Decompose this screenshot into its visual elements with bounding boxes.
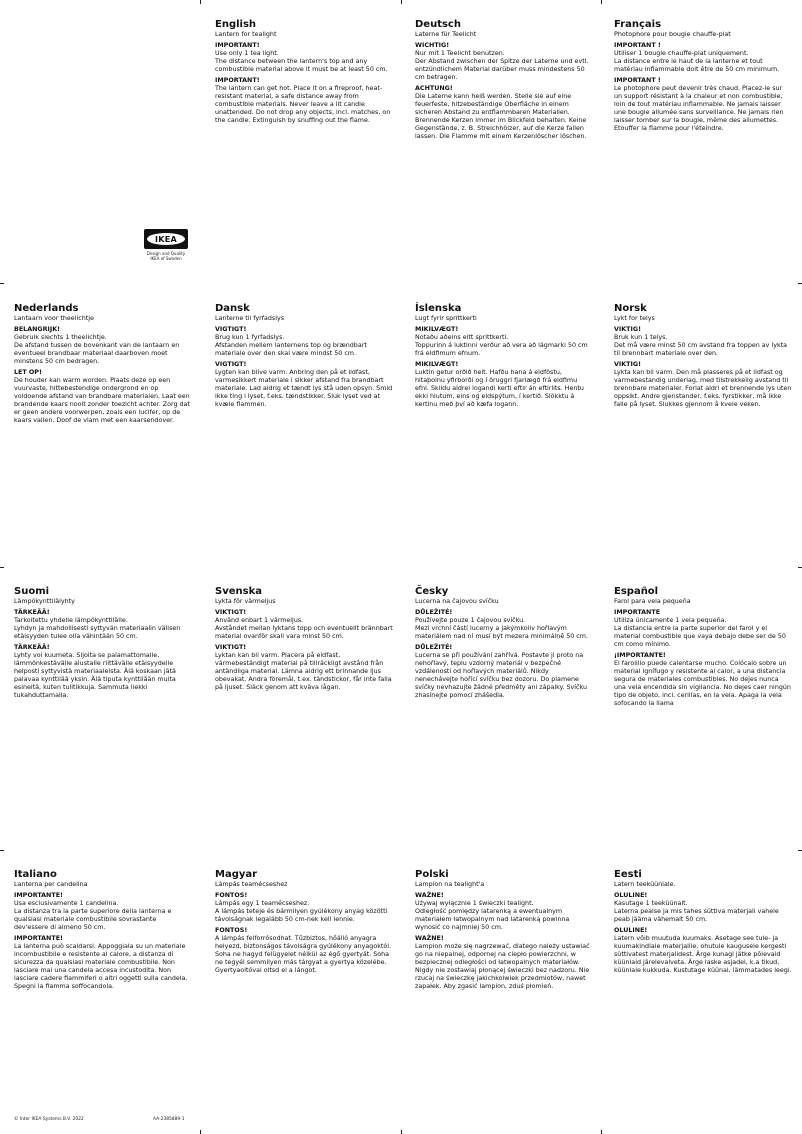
language-heading: Česky (415, 586, 449, 597)
crop-mark (200, 0, 201, 4)
crop-mark (798, 283, 802, 284)
instruction-text: Laterna pealse ja mis tahes süttiva materjali vahele peab jääma vähemalt 50 cm. (614, 908, 779, 923)
crop-mark (0, 283, 4, 284)
product-name: Lanterne til fyrfadslys (215, 315, 285, 322)
warning-heading: WICHTIG! (415, 42, 450, 49)
instruction-text: Používejte pouze 1 čajovou svíčku. (415, 617, 526, 624)
product-name: Lucerna na čajovou svíčku (415, 598, 499, 605)
instruction-text: Odległość pomiędzy latarenką a ewentualnym materiałem łatwopalnym nad latarenką powinna wynosić co najmniej 50 cm. (415, 908, 570, 931)
warning-heading: VIGTIGT! (215, 326, 247, 333)
section-francais (614, 19, 792, 136)
warning-heading: TÄRKEÄÄ! (14, 609, 50, 616)
warning-text: Lampion może się nagrzewać, dlatego należy ustawiać go na niepalnej, odpornej na ciepło powierzchni, w bezpiecznej odległości od łatwopalnych materiałów. Nigdy nie zostawiaj płonącej świeczki bez nadzoru. Nie rzucaj na świeczkę jakichkolwiek przedmiotów, nawet zapałek. Aby zgasić lampion, zduś płomień. (415, 943, 590, 990)
warning-heading: IMPORTANT ! (614, 77, 661, 84)
section-italiano (14, 869, 192, 994)
product-name: Lugt fyrir sprittkerti (415, 315, 477, 322)
instruction-text: Toppurinn á luktinni verður að vera að lágmarki 50 cm frá eldfimum efnum. (415, 342, 588, 357)
language-heading: English (215, 19, 257, 30)
product-name: Lámpás teamécseshez (215, 881, 288, 888)
language-heading: Suomi (14, 586, 50, 597)
section-eesti (614, 869, 792, 978)
instruction-text: The distance between the lantern's top and any combustible material above it must be at least 50 cm. (215, 58, 388, 73)
warning-heading: ACHTUNG! (415, 85, 453, 92)
language-heading: Italiano (14, 869, 57, 880)
instruction-text: Avståndet mellan lyktans topp och eventuellt brännbart material ovanför skall vara minst 50 cm. (215, 625, 393, 640)
warning-heading: FONTOS! (215, 892, 248, 899)
language-heading: Español (614, 586, 659, 597)
section-svenska (215, 586, 393, 695)
crop-mark (0, 567, 4, 568)
instruction-text: Używaj wyłącznie 1 świeczki tealight. (415, 900, 534, 907)
ikea-logo (143, 229, 189, 261)
instruction-text: Utiliza únicamente 1 vela pequeña. (614, 617, 727, 624)
crop-mark (601, 0, 602, 4)
warning-text: Lyktan kan bli varm. Placera på eldfast, värmebeständigt material på tillräckligt avstånd från antändliga material. Lämna aldrig ett brinnande ljus obevakat. Andra föremål, t.ex. tändstickor, får inte falla på ljuset. Släck genom att kväva lågan. (215, 652, 392, 691)
language-heading: Deutsch (415, 19, 461, 30)
product-name: Lampion na tealight'a (415, 881, 485, 888)
warning-text: A lámpás felforrósodhat. Tűzbiztos, hőálló anyagra helyezd, biztonságos távolságra gyúlékony anyagoktól. Soha ne hagyd felügyelet nélkül az égő gyertyát. Soha ne tegyél semmilyen más tárgyat a gyertya közelébe. Gyertyaoltóval oltsd el a lángot. (215, 935, 392, 974)
warning-heading: WAŻNE! (415, 892, 444, 899)
language-heading: Íslenska (415, 303, 462, 314)
product-name: Lämpökynttilälyhty (14, 598, 75, 605)
section-magyar (215, 869, 393, 978)
warning-text: La lanterna può scaldarsi. Appoggiala su un materiale incombustibile e resistente al calore, a distanza di sicurezza da qualsiasi materiale combustibile. Non lasciare mai una candela accesa incustodita. Non lasciare cadere fiammiferi o altri oggetti sulla candela. Spegni la fiamma soffocandola. (14, 943, 188, 990)
instruction-text: A lámpás teteje és bármilyen gyúlékony anyag közötti távolságnak legalább 50 cm-nek kell lennie. (215, 908, 388, 923)
ikea-logo-mark (144, 229, 188, 249)
product-name: Lantaarn voor theelichtje (14, 315, 94, 322)
language-heading: Nederlands (14, 303, 79, 314)
warning-heading: VIKTIGT! (215, 644, 247, 651)
warning-heading: DŮLEŽITÉ! (415, 644, 453, 651)
section-norsk (614, 303, 792, 412)
warning-heading: OLULINE! (614, 892, 648, 899)
crop-mark (401, 0, 402, 4)
product-name: Lanterna per candelina (14, 881, 88, 888)
instruction-text: Lámpás egy 1 teamécseshez. (215, 900, 310, 907)
warning-heading: ¡IMPORTANTE! (614, 652, 666, 659)
product-name: Latern teeküünlale. (614, 881, 676, 888)
warning-text: Lykta kan bli varm. Den må plasseres på et ildfast og varmebestandig underlag, med tilstrekkelig avstand til brennbare materialer. Forlat aldri et brennende lys uten oppsikt. Andre gjenstander, f.eks. fyrstikker, må ikke falle på lyset. Slukkes gjennom å kvele veken. (614, 369, 792, 408)
instruction-text: Notaðu aðeins eitt sprittkerti. (415, 334, 509, 341)
product-name: Farol para vela pequeña (614, 598, 691, 605)
warning-text: Latern võib muutuda kuumaks. Asetage see tule- ja kuumakindlale materjalile, ohutule kaugusele kergesti süttivatest materjalidest. Ärge kunagi jätke põlevaid küünlaid järelevalveta. Ärge laske asjadel, k.a tikud, küünlale kukkuda. Kustutage küünal, lämmatades leegi. (614, 935, 792, 974)
crop-mark (0, 850, 4, 851)
language-heading: Norsk (614, 303, 647, 314)
section-polski (415, 869, 593, 994)
warning-text: Lucerna se při používání zahřívá. Postavte ji proto na nehořlavý, teplu vzdorný materiál v bezpečné vzdálenosti od hořlavých materiálů. Nikdy nenechávejte hořící svíčku bez dozoru. Do plamene svíčky nevhazujte žádné předměty ani zápalky. Svíčku zhasínejte pomocí zhášedla. (415, 652, 588, 699)
language-heading: Svenska (215, 586, 262, 597)
warning-heading: BELANGRIJK! (14, 326, 61, 333)
section-dansk (215, 303, 393, 412)
instruction-text: Nur mit 1 Teelicht benutzen. (415, 50, 505, 57)
language-heading: Dansk (215, 303, 250, 314)
logo-tagline (143, 251, 189, 261)
product-name: Lykta för värmeljus (215, 598, 276, 605)
crop-mark (401, 1130, 402, 1134)
language-heading: Magyar (215, 869, 258, 880)
warning-heading: IMPORTANTE (614, 609, 661, 616)
instruction-text: De afstand tussen de bovenkant van de lantaarn en eventueel brandbaar materiaal daarboven moet minstens 50 cm bedragen. (14, 342, 180, 365)
logo-tagline-line1: Design and Quality (146, 251, 186, 256)
warning-heading: IMPORTANT ! (614, 42, 661, 49)
instruction-text: Använd enbart 1 värmeljus. (215, 617, 304, 624)
warning-heading: VIKTIG! (614, 361, 641, 368)
warning-text: Le photophore peut devenir très chaud. Placez-le sur un support résistant à la chaleur et non combustible, loin de tout matériau inflammable. Ne jamais laisser une bougie allumée sans surveillance. Ne jamais rien laisser tomber sur la bougie, même des allumettes. Etouffer la flamme pour l'éteindre. (614, 85, 784, 132)
instruction-text: La distancia entre la parte superior del farol y el material combustible que vaya debajo debe ser de 50 cm como mínimo. (614, 625, 786, 648)
instruction-text: Mezi vrchní částí lucerny a jakýmkoliv hořlavým materiálem nad ní musí být mezera minimálně 50 cm. (415, 625, 588, 640)
section-english (215, 19, 393, 128)
ikea-logo-text: IKEA (147, 233, 185, 245)
instruction-text: Utiliser 1 bougie chauffe-plat uniquement. (614, 50, 749, 57)
crop-mark (798, 567, 802, 568)
warning-text: El farolillo puede calentarse mucho. Colócalo sobre un material ignífugo y resistente al calor, a una distancia segura de materiales combustibles. No dejes nunca una vela encendida sin vigilancia. No dejes caer ningún tipo de objeto, incl. cerillas, en la vela. Apaga la vela sofocando la llama (614, 660, 791, 707)
logo-tagline-line2: IKEA of Sweden (150, 256, 182, 261)
warning-heading: FONTOS! (215, 927, 248, 934)
language-heading: Eesti (614, 869, 642, 880)
section-deutsch (415, 19, 593, 144)
product-name: Laterne für Teelicht (415, 31, 477, 38)
instruction-text: Kasutage 1 teeküünalt. (614, 900, 688, 907)
warning-text: Lyhty voi kuumeta. Sijoita se palamattomalle, lämmönkestävälle alustalle riittävälle etäisyydelle helposti syttyvistä materiaaleista. Älä koskaan jätä palavaa kynttilää yksin. Älä tiputa kynttilään muita esineitä, kuten tulitikkuja. Sammuta liekki tukahduttamalla. (14, 652, 176, 699)
copyright-notice: © Inter IKEA Systems B.V. 2022 (14, 1117, 84, 1122)
warning-heading: MIKILVÆGT! (415, 326, 459, 333)
warning-text: The lantern can get hot. Place it on a fireproof, heat-resistant material, a safe distance away from combustible materials. Never leave a lit candle unattended. Do not drop any objects, incl. matches, on the candle. Extinguish by snuffing out the flame. (215, 85, 391, 124)
instruction-text: Lyhdyn ja mahdollisesti syttyvän materiaalin välisen etäisyyden tulee olla vähintään 50 cm. (14, 625, 181, 640)
warning-heading: IMPORTANT! (215, 77, 260, 84)
warning-heading: MIKILVÆGT! (415, 361, 459, 368)
crop-mark (200, 1130, 201, 1134)
instruction-text: Usa esclusivamente 1 candelina. (14, 900, 119, 907)
product-name: Photophore pour bougie chauffe-plat (614, 31, 731, 38)
section-nederlands (14, 303, 192, 428)
warning-heading: LET OP! (14, 369, 42, 376)
warning-heading: OLULINE! (614, 927, 648, 934)
warning-heading: VIKTIG! (614, 326, 641, 333)
section-islenska (415, 303, 593, 412)
warning-heading: VIKTIGT! (215, 609, 247, 616)
section-cesky (415, 586, 593, 703)
instruction-text: Tarkoitettu yhdelle lämpökynttilälle. (14, 617, 128, 624)
warning-heading: IMPORTANTE! (14, 935, 63, 942)
warning-heading: WAŻNE! (415, 935, 444, 942)
warning-text: Luktin getur orðið heit. Hafðu hana á eldföstu, hitaþolnu yfirborði og í öruggri fjarlægð frá eldfimu efni. Skildu aldrei logandi kerti eftir án eftirlits. Hentu ekki hlutum, eins og eldspýtum, í kertið. Slökktu á kertinu með því að kæfa logann. (415, 369, 584, 408)
language-heading: Polski (415, 869, 449, 880)
warning-text: Lygten kan blive varm. Anbring den på et ildfast, varmesikkert materiale i sikker afstand fra brandbart materiale. Lad aldrig et tændt lys stå uden opsyn. Smid ikke ting i lyset, f.eks. tændstikker. Sluk lyset ved at kvæle flammen. (215, 369, 393, 408)
warning-text: De houder kan warm worden. Plaats deze op een vuurvaste, hittebestendige ondergrond en op voldoende afstand van brandbare materialen. Laat een brandende kaars nooit zonder toezicht achter. Zorg dat er geen andere voorwerpen, zoals een lucifer, op de kaars vallen. Doof de vlam met een kaarsendover. (14, 377, 190, 424)
instruction-text: La distance entre le haut de la lanterne et tout matériau inflammable doit être de 50 cm minimum. (614, 58, 780, 73)
instruction-text: Bruk kun 1 telys. (614, 334, 668, 341)
instruction-text: La distanza tra la parte superiore della lanterna e qualsiasi materiale combustibile sovrastante dev'essere di almeno 50 cm. (14, 908, 172, 931)
crop-mark (798, 850, 802, 851)
instruction-text: Use only 1 tea light. (215, 50, 279, 57)
instruction-text: Gebruik slechts 1 theelichtje. (14, 334, 107, 341)
product-name: Lantern for tealight (215, 31, 277, 38)
warning-heading: DŮLEŽITÉ! (415, 609, 453, 616)
product-name: Lykt for telys (614, 315, 655, 322)
crop-mark (601, 1130, 602, 1134)
section-suomi (14, 586, 192, 703)
document-code: AA-2385889-1 (153, 1117, 185, 1122)
instruction-text: Afstanden mellem lanternens top og brændbart materiale over den skal være mindst 50 cm. (215, 342, 367, 357)
warning-heading: VIGTIGT! (215, 361, 247, 368)
instruction-text: Brug kun 1 fyrfadslys. (215, 334, 285, 341)
instruction-text: Det må være minst 50 cm avstand fra toppen av lykta til brennbart materiale over den. (614, 342, 788, 357)
warning-heading: IMPORTANTE! (14, 892, 63, 899)
warning-heading: IMPORTANT! (215, 42, 260, 49)
section-espanol (614, 586, 792, 711)
instruction-text: Der Abstand zwischen der Spitze der Laterne und evtl. entzündlichem Material darüber muss mindestens 50 cm betragen. (415, 58, 589, 81)
language-heading: Français (614, 19, 662, 30)
warning-heading: TÄRKEÄÄ! (14, 644, 50, 651)
warning-text: Die Laterne kann heiß werden. Stelle sie auf eine feuerfeste, hitzebeständige Oberfläche in einem sicheren Abstand zu entflammbaren Materialien. Brennende Kerzen immer im Blickfeld behalten. Keine Gegenstände, z. B. Streichhölzer, auf die Kerze fallen lassen. Die Flamme mit einem Kerzenlöscher löschen. (415, 93, 587, 140)
